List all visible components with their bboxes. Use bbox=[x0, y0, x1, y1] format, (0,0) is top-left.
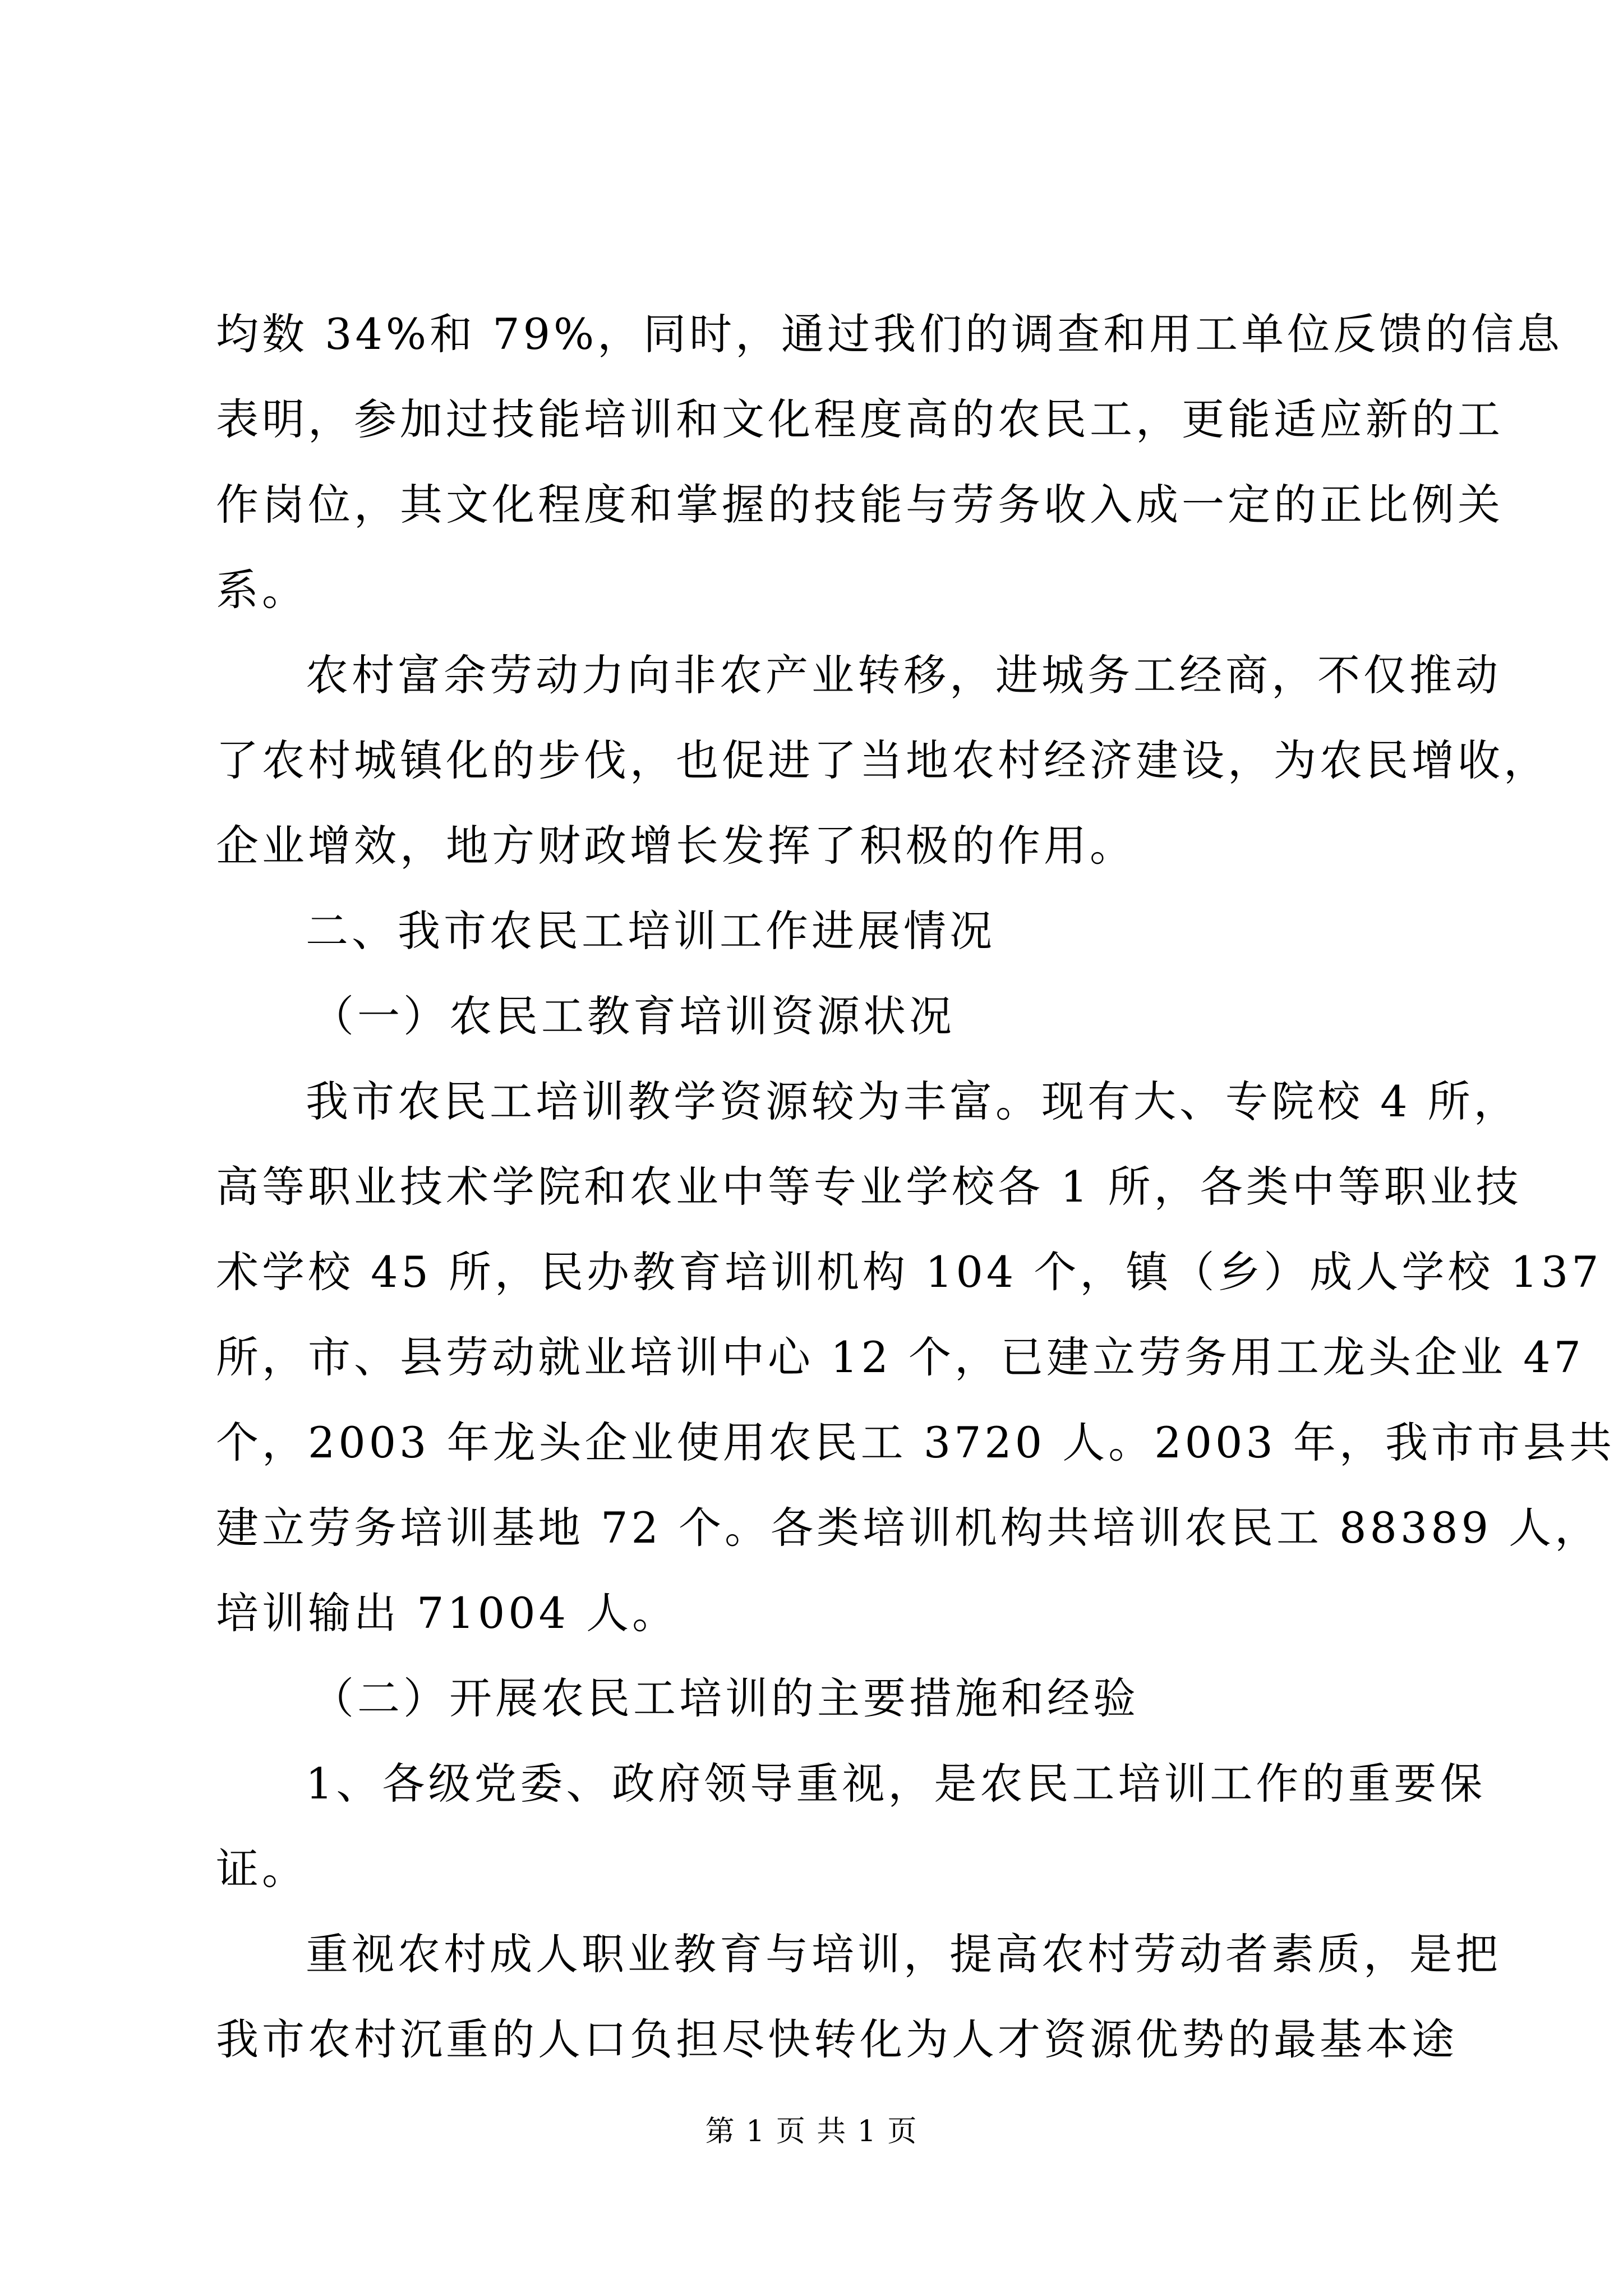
text-line: 证。 bbox=[216, 1844, 308, 1894]
document-body bbox=[216, 292, 1615, 2082]
text-line: 高等职业技术学院和农业中等专业学校各 1 所，各类中等职业技 bbox=[216, 1162, 1522, 1212]
text-line: 建立劳务培训基地 72 个。各类培训机构共培训农民工 88389 人， bbox=[216, 1503, 1601, 1553]
text-line: 均数 34%和 79%，同时，通过我们的调查和用工单位反馈的信息 bbox=[216, 309, 1564, 359]
text-line: 我市农村沉重的人口负担尽快转化为人才资源优势的最基本途 bbox=[216, 2014, 1458, 2064]
text-line: 作岗位，其文化程度和掌握的技能与劳务收入成一定的正比例关 bbox=[216, 480, 1504, 530]
text-line: 所，市、县劳动就业培训中心 12 个，已建立劳务用工龙头企业 47 bbox=[216, 1332, 1584, 1382]
subsection-heading: （二）开展农民工培训的主要措施和经验 bbox=[311, 1673, 1139, 1723]
text-line: 1、各级党委、政府领导重视，是农民工培训工作的重要保 bbox=[306, 1759, 1486, 1809]
text-line: 企业增效，地方财政增长发挥了积极的作用。 bbox=[216, 821, 1136, 871]
text-line: 系。 bbox=[216, 565, 308, 615]
text-line: 我市农民工培训教学资源较为丰富。现有大、专院校 4 所， bbox=[306, 1076, 1520, 1126]
text-line: 表明，参加过技能培训和文化程度高的农民工，更能适应新的工 bbox=[216, 394, 1504, 444]
subsection-heading: （一）农民工教育培训资源状况 bbox=[311, 991, 955, 1041]
text-line: 了农村城镇化的步伐，也促进了当地农村经济建设，为农民增收， bbox=[216, 735, 1550, 785]
text-line: 重视农村成人职业教育与培训，提高农村劳动者素质，是把 bbox=[306, 1929, 1501, 1979]
text-line: 农村富余劳动力向非农产业转移，进城务工经商，不仅推动 bbox=[306, 650, 1501, 700]
page-footer: 第 1 页 共 1 页 bbox=[705, 2115, 918, 2148]
text-line: 培训输出 71004 人。 bbox=[216, 1588, 679, 1638]
text-line: 个，2003 年龙头企业使用农民工 3720 人。2003 年，我市市县共 bbox=[216, 1418, 1615, 1467]
section-heading: 二、我市农民工培训工作进展情况 bbox=[306, 906, 995, 956]
text-line: 术学校 45 所，民办教育培训机构 104 个，镇（乡）成人学校 137 bbox=[216, 1247, 1602, 1297]
